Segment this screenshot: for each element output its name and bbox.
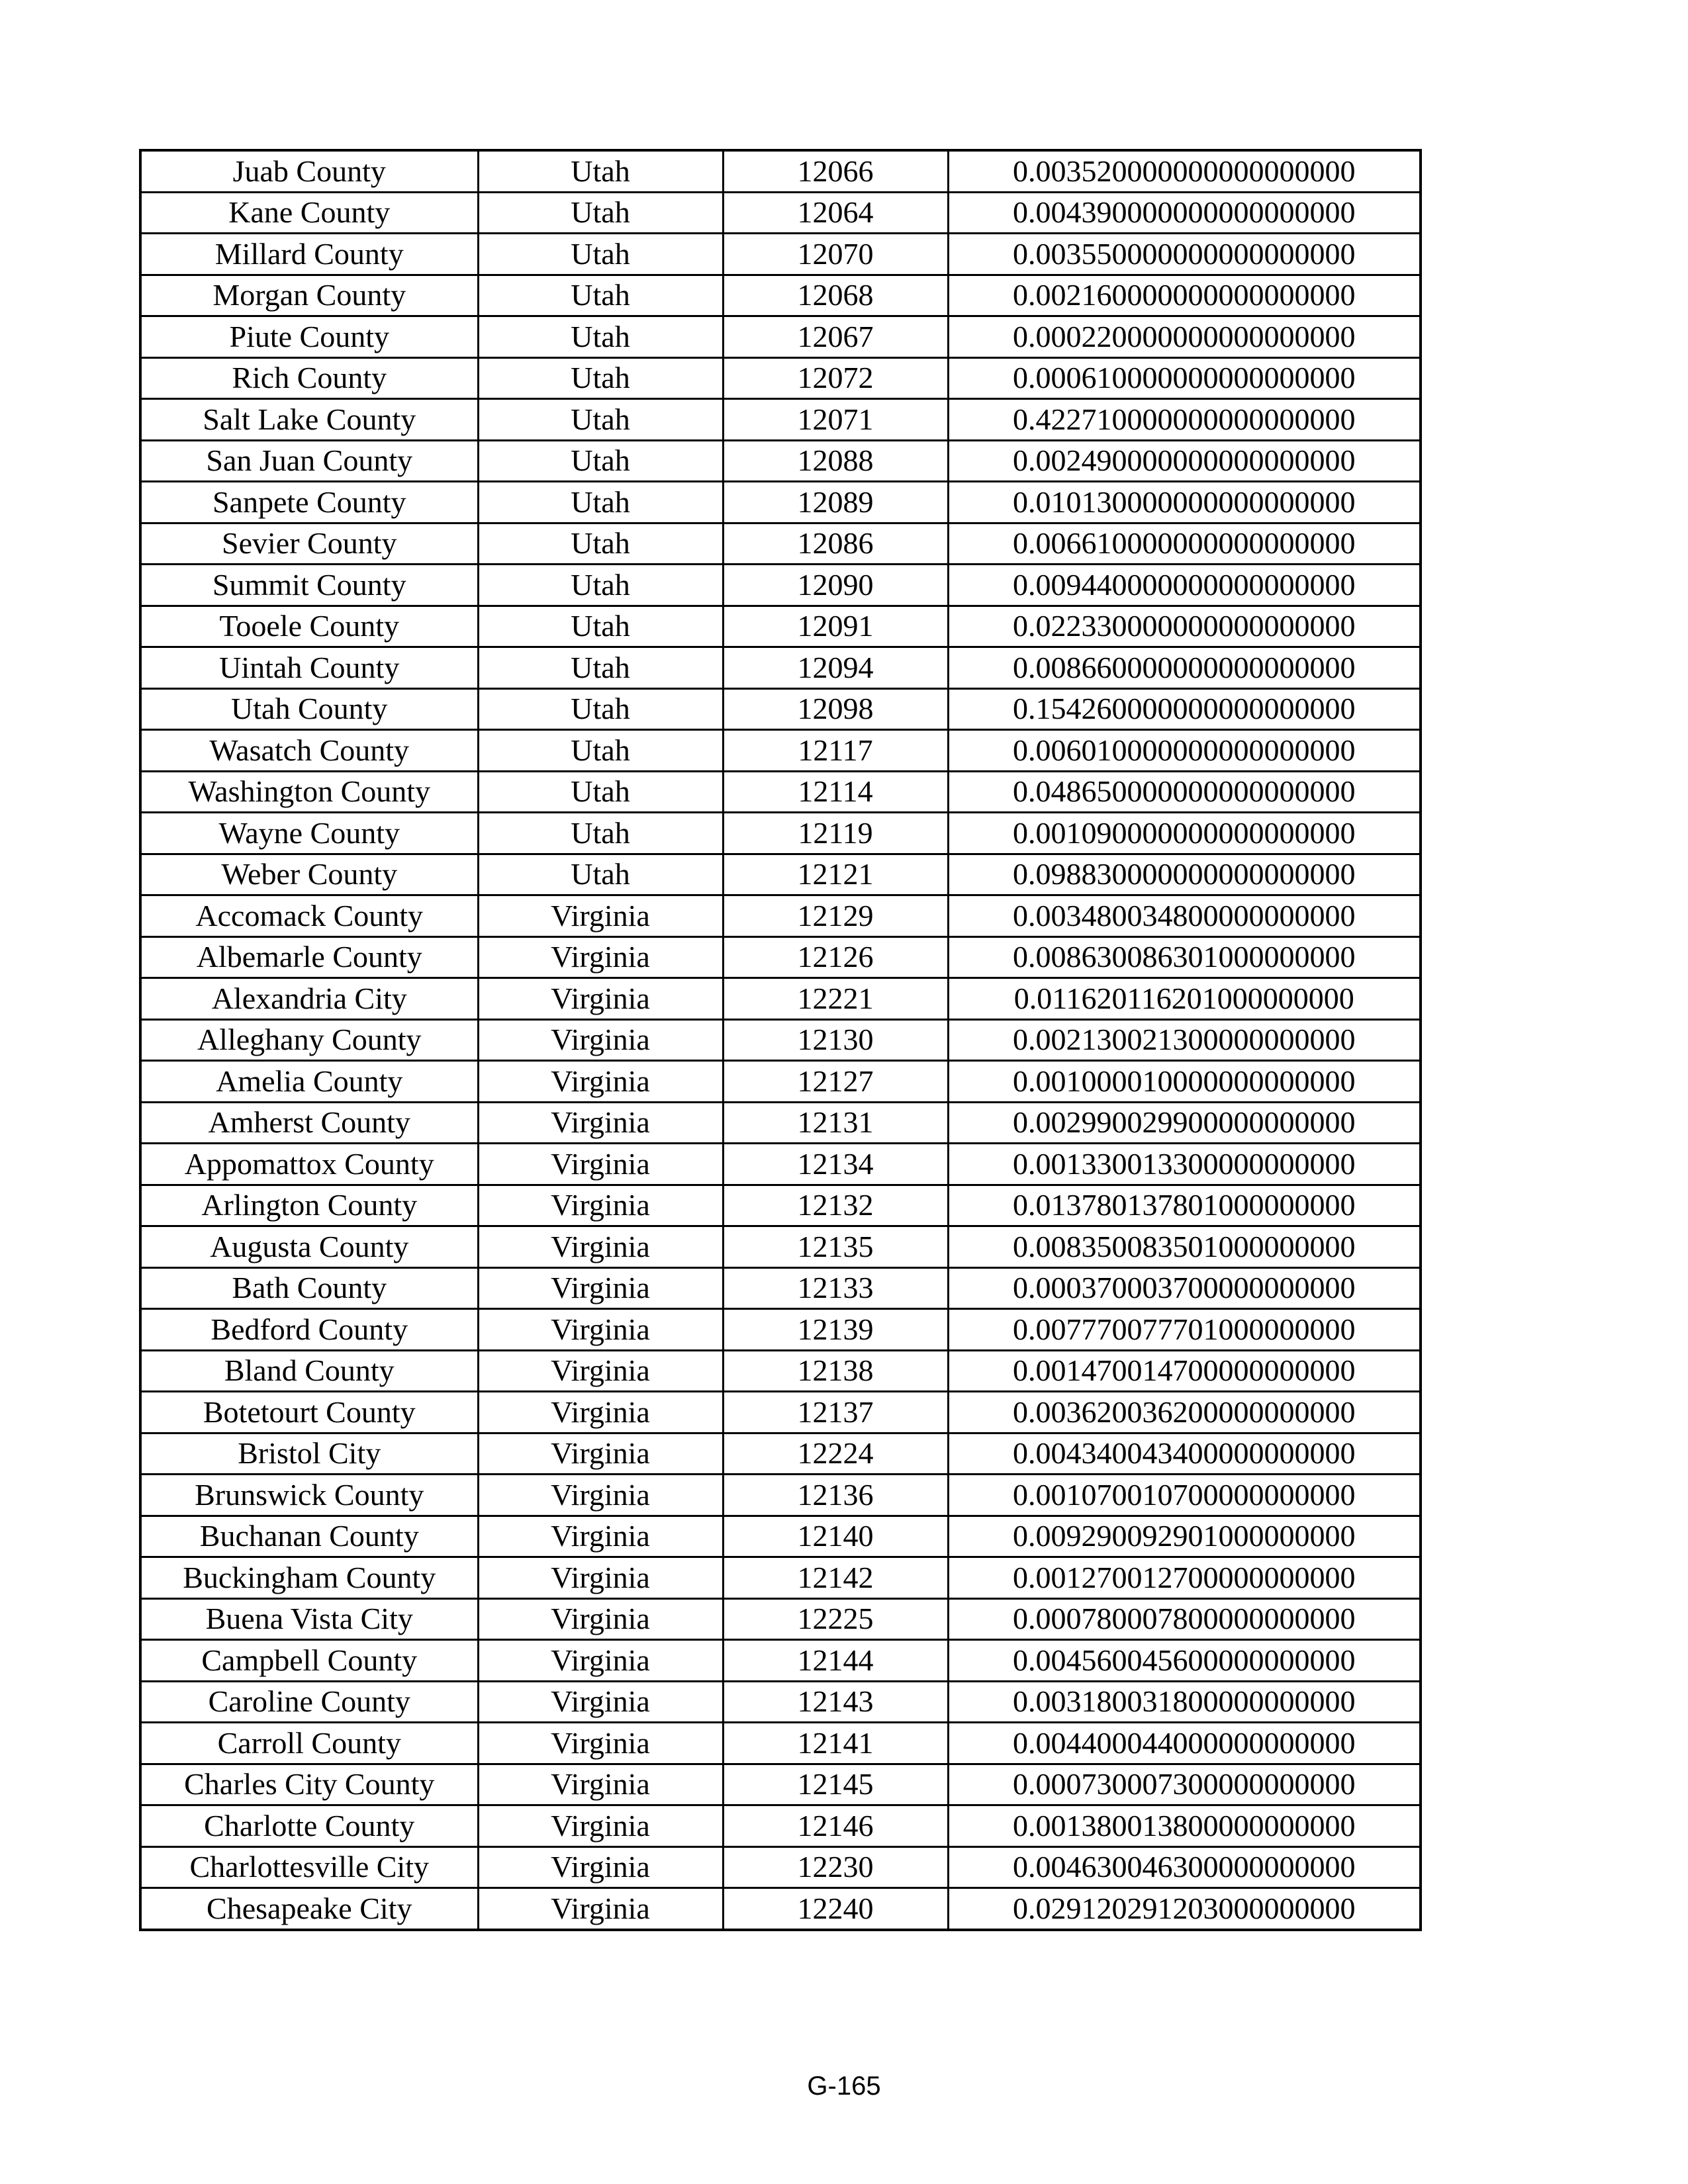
- state-cell: Virginia: [478, 1185, 723, 1226]
- table-row: [140, 730, 1421, 772]
- county-cell: Albemarle County: [140, 936, 478, 978]
- state-cell: Virginia: [478, 1102, 723, 1144]
- state-cell: Utah: [478, 688, 723, 730]
- county-cell: Charles City County: [140, 1764, 478, 1805]
- county-cell: Brunswick County: [140, 1475, 478, 1516]
- county-cell: Tooele County: [140, 606, 478, 647]
- table-row: [140, 1019, 1421, 1061]
- county-cell: Charlottesville City: [140, 1846, 478, 1888]
- state-cell: Virginia: [478, 1144, 723, 1185]
- state-cell: Utah: [478, 275, 723, 316]
- value-cell: 0.002990029900000000000: [948, 1102, 1421, 1144]
- table-row: [140, 936, 1421, 978]
- county-cell: Kane County: [140, 192, 478, 234]
- county-cell: Bland County: [140, 1350, 478, 1392]
- table-row: [140, 688, 1421, 730]
- value-cell: 0.011620116201000000000: [948, 978, 1421, 1020]
- code-cell: 12088: [723, 440, 948, 482]
- state-cell: Virginia: [478, 1846, 723, 1888]
- state-cell: Virginia: [478, 1019, 723, 1061]
- state-cell: Utah: [478, 150, 723, 192]
- code-cell: 12143: [723, 1681, 948, 1723]
- state-cell: Virginia: [478, 1640, 723, 1682]
- code-cell: 12140: [723, 1516, 948, 1557]
- value-cell: 0.029120291203000000000: [948, 1888, 1421, 1930]
- county-cell: Buckingham County: [140, 1557, 478, 1599]
- value-cell: 0.003180031800000000000: [948, 1681, 1421, 1723]
- table-row: [140, 1350, 1421, 1392]
- code-cell: 12094: [723, 647, 948, 689]
- value-cell: 0.022330000000000000000: [948, 606, 1421, 647]
- code-cell: 12131: [723, 1102, 948, 1144]
- value-cell: 0.154260000000000000000: [948, 688, 1421, 730]
- table-row: [140, 275, 1421, 316]
- value-cell: 0.006010000000000000000: [948, 730, 1421, 772]
- code-cell: 12129: [723, 895, 948, 937]
- state-cell: Utah: [478, 647, 723, 689]
- table-row: [140, 606, 1421, 647]
- table-row: [140, 1392, 1421, 1433]
- state-cell: Utah: [478, 565, 723, 606]
- state-cell: Utah: [478, 523, 723, 565]
- code-cell: 12090: [723, 565, 948, 606]
- value-cell: 0.008350083501000000000: [948, 1226, 1421, 1268]
- table-row: [140, 440, 1421, 482]
- table-row: [140, 813, 1421, 854]
- county-cell: Utah County: [140, 688, 478, 730]
- value-cell: 0.013780137801000000000: [948, 1185, 1421, 1226]
- county-cell: Wayne County: [140, 813, 478, 854]
- state-cell: Virginia: [478, 978, 723, 1020]
- county-cell: Campbell County: [140, 1640, 478, 1682]
- state-cell: Utah: [478, 192, 723, 234]
- table-row: [140, 854, 1421, 895]
- code-cell: 12130: [723, 1019, 948, 1061]
- state-cell: Virginia: [478, 936, 723, 978]
- value-cell: 0.006610000000000000000: [948, 523, 1421, 565]
- table-row: [140, 399, 1421, 441]
- code-cell: 12139: [723, 1309, 948, 1351]
- state-cell: Virginia: [478, 1723, 723, 1764]
- state-cell: Virginia: [478, 1267, 723, 1309]
- state-cell: Virginia: [478, 1433, 723, 1475]
- value-cell: 0.000780007800000000000: [948, 1598, 1421, 1640]
- county-cell: Bath County: [140, 1267, 478, 1309]
- county-cell: Uintah County: [140, 647, 478, 689]
- table-row: [140, 1516, 1421, 1557]
- value-cell: 0.000220000000000000000: [948, 316, 1421, 358]
- county-cell: Accomack County: [140, 895, 478, 937]
- code-cell: 12117: [723, 730, 948, 772]
- county-cell: Charlotte County: [140, 1805, 478, 1847]
- state-cell: Virginia: [478, 1805, 723, 1847]
- table-row: [140, 565, 1421, 606]
- table-row: [140, 1598, 1421, 1640]
- county-cell: Morgan County: [140, 275, 478, 316]
- state-cell: Virginia: [478, 1764, 723, 1805]
- value-cell: 0.001380013800000000000: [948, 1805, 1421, 1847]
- county-cell: Bristol City: [140, 1433, 478, 1475]
- county-cell: Carroll County: [140, 1723, 478, 1764]
- table-row: [140, 1185, 1421, 1226]
- county-cell: Juab County: [140, 150, 478, 192]
- table-body: [140, 150, 1421, 1930]
- value-cell: 0.003550000000000000000: [948, 234, 1421, 275]
- table-row: [140, 316, 1421, 358]
- table-row: [140, 1226, 1421, 1268]
- state-cell: Utah: [478, 357, 723, 399]
- value-cell: 0.002130021300000000000: [948, 1019, 1421, 1061]
- state-cell: Utah: [478, 813, 723, 854]
- table-row: [140, 1475, 1421, 1516]
- state-cell: Utah: [478, 316, 723, 358]
- county-cell: Bedford County: [140, 1309, 478, 1351]
- value-cell: 0.001270012700000000000: [948, 1557, 1421, 1599]
- county-cell: Wasatch County: [140, 730, 478, 772]
- state-cell: Virginia: [478, 1061, 723, 1103]
- table-row: [140, 647, 1421, 689]
- code-cell: 12145: [723, 1764, 948, 1805]
- table-row: [140, 1061, 1421, 1103]
- county-cell: Salt Lake County: [140, 399, 478, 441]
- value-cell: 0.009290092901000000000: [948, 1516, 1421, 1557]
- county-cell: Appomattox County: [140, 1144, 478, 1185]
- value-cell: 0.004340043400000000000: [948, 1433, 1421, 1475]
- value-cell: 0.004630046300000000000: [948, 1846, 1421, 1888]
- value-cell: 0.010130000000000000000: [948, 482, 1421, 523]
- code-cell: 12221: [723, 978, 948, 1020]
- county-cell: San Juan County: [140, 440, 478, 482]
- state-cell: Utah: [478, 399, 723, 441]
- code-cell: 12142: [723, 1557, 948, 1599]
- table-row: [140, 895, 1421, 937]
- value-cell: 0.000610000000000000000: [948, 357, 1421, 399]
- county-cell: Alleghany County: [140, 1019, 478, 1061]
- table-row: [140, 1888, 1421, 1930]
- county-cell: Piute County: [140, 316, 478, 358]
- code-cell: 12089: [723, 482, 948, 523]
- code-cell: 12134: [723, 1144, 948, 1185]
- state-cell: Utah: [478, 440, 723, 482]
- table-row: [140, 1309, 1421, 1351]
- code-cell: 12072: [723, 357, 948, 399]
- value-cell: 0.007770077701000000000: [948, 1309, 1421, 1351]
- value-cell: 0.000730007300000000000: [948, 1764, 1421, 1805]
- code-cell: 12138: [723, 1350, 948, 1392]
- code-cell: 12141: [723, 1723, 948, 1764]
- table-row: [140, 150, 1421, 192]
- value-cell: 0.422710000000000000000: [948, 399, 1421, 441]
- state-cell: Utah: [478, 771, 723, 813]
- table-row: [140, 1640, 1421, 1682]
- state-cell: Utah: [478, 482, 723, 523]
- code-cell: 12119: [723, 813, 948, 854]
- code-cell: 12064: [723, 192, 948, 234]
- county-cell: Arlington County: [140, 1185, 478, 1226]
- code-cell: 12126: [723, 936, 948, 978]
- code-cell: 12091: [723, 606, 948, 647]
- state-cell: Utah: [478, 730, 723, 772]
- county-cell: Washington County: [140, 771, 478, 813]
- table-row: [140, 482, 1421, 523]
- code-cell: 12225: [723, 1598, 948, 1640]
- code-cell: 12121: [723, 854, 948, 895]
- value-cell: 0.001000010000000000000: [948, 1061, 1421, 1103]
- state-cell: Virginia: [478, 1392, 723, 1433]
- county-cell: Chesapeake City: [140, 1888, 478, 1930]
- value-cell: 0.098830000000000000000: [948, 854, 1421, 895]
- table-row: [140, 1764, 1421, 1805]
- code-cell: 12136: [723, 1475, 948, 1516]
- code-cell: 12114: [723, 771, 948, 813]
- table-row: [140, 1805, 1421, 1847]
- value-cell: 0.002160000000000000000: [948, 275, 1421, 316]
- county-cell: Buchanan County: [140, 1516, 478, 1557]
- state-cell: Virginia: [478, 1557, 723, 1599]
- value-cell: 0.003520000000000000000: [948, 150, 1421, 192]
- value-cell: 0.048650000000000000000: [948, 771, 1421, 813]
- county-cell: Caroline County: [140, 1681, 478, 1723]
- code-cell: 12132: [723, 1185, 948, 1226]
- state-cell: Virginia: [478, 1598, 723, 1640]
- value-cell: 0.000370003700000000000: [948, 1267, 1421, 1309]
- table-row: [140, 1681, 1421, 1723]
- code-cell: 12137: [723, 1392, 948, 1433]
- table-row: [140, 1144, 1421, 1185]
- table-row: [140, 234, 1421, 275]
- code-cell: 12135: [723, 1226, 948, 1268]
- state-cell: Utah: [478, 606, 723, 647]
- code-cell: 12098: [723, 688, 948, 730]
- state-cell: Virginia: [478, 1516, 723, 1557]
- code-cell: 12066: [723, 150, 948, 192]
- table-row: [140, 771, 1421, 813]
- code-cell: 12086: [723, 523, 948, 565]
- value-cell: 0.001330013300000000000: [948, 1144, 1421, 1185]
- table-row: [140, 192, 1421, 234]
- county-cell: Buena Vista City: [140, 1598, 478, 1640]
- value-cell: 0.001090000000000000000: [948, 813, 1421, 854]
- county-allocation-table: [139, 149, 1422, 1931]
- county-cell: Alexandria City: [140, 978, 478, 1020]
- county-cell: Sanpete County: [140, 482, 478, 523]
- state-cell: Virginia: [478, 1309, 723, 1351]
- table-row: [140, 523, 1421, 565]
- value-cell: 0.003480034800000000000: [948, 895, 1421, 937]
- value-cell: 0.001070010700000000000: [948, 1475, 1421, 1516]
- county-cell: Amherst County: [140, 1102, 478, 1144]
- state-cell: Virginia: [478, 895, 723, 937]
- county-cell: Sevier County: [140, 523, 478, 565]
- table-row: [140, 1102, 1421, 1144]
- state-cell: Virginia: [478, 1475, 723, 1516]
- value-cell: 0.002490000000000000000: [948, 440, 1421, 482]
- county-cell: Millard County: [140, 234, 478, 275]
- code-cell: 12224: [723, 1433, 948, 1475]
- table-row: [140, 1433, 1421, 1475]
- county-cell: Summit County: [140, 565, 478, 606]
- table-row: [140, 978, 1421, 1020]
- value-cell: 0.001470014700000000000: [948, 1350, 1421, 1392]
- county-cell: Botetourt County: [140, 1392, 478, 1433]
- county-cell: Rich County: [140, 357, 478, 399]
- county-cell: Amelia County: [140, 1061, 478, 1103]
- state-cell: Virginia: [478, 1681, 723, 1723]
- value-cell: 0.008660000000000000000: [948, 647, 1421, 689]
- value-cell: 0.004560045600000000000: [948, 1640, 1421, 1682]
- county-cell: Augusta County: [140, 1226, 478, 1268]
- value-cell: 0.004390000000000000000: [948, 192, 1421, 234]
- state-cell: Utah: [478, 234, 723, 275]
- table-row: [140, 1846, 1421, 1888]
- value-cell: 0.003620036200000000000: [948, 1392, 1421, 1433]
- value-cell: 0.004400044000000000000: [948, 1723, 1421, 1764]
- table-row: [140, 1723, 1421, 1764]
- state-cell: Virginia: [478, 1350, 723, 1392]
- code-cell: 12240: [723, 1888, 948, 1930]
- state-cell: Virginia: [478, 1226, 723, 1268]
- state-cell: Utah: [478, 854, 723, 895]
- table-row: [140, 357, 1421, 399]
- state-cell: Virginia: [478, 1888, 723, 1930]
- code-cell: 12144: [723, 1640, 948, 1682]
- value-cell: 0.008630086301000000000: [948, 936, 1421, 978]
- code-cell: 12070: [723, 234, 948, 275]
- code-cell: 12071: [723, 399, 948, 441]
- county-cell: Weber County: [140, 854, 478, 895]
- table-row: [140, 1557, 1421, 1599]
- code-cell: 12127: [723, 1061, 948, 1103]
- code-cell: 12230: [723, 1846, 948, 1888]
- page-number: G-165: [807, 2071, 881, 2101]
- code-cell: 12068: [723, 275, 948, 316]
- code-cell: 12067: [723, 316, 948, 358]
- value-cell: 0.009440000000000000000: [948, 565, 1421, 606]
- code-cell: 12133: [723, 1267, 948, 1309]
- code-cell: 12146: [723, 1805, 948, 1847]
- table-row: [140, 1267, 1421, 1309]
